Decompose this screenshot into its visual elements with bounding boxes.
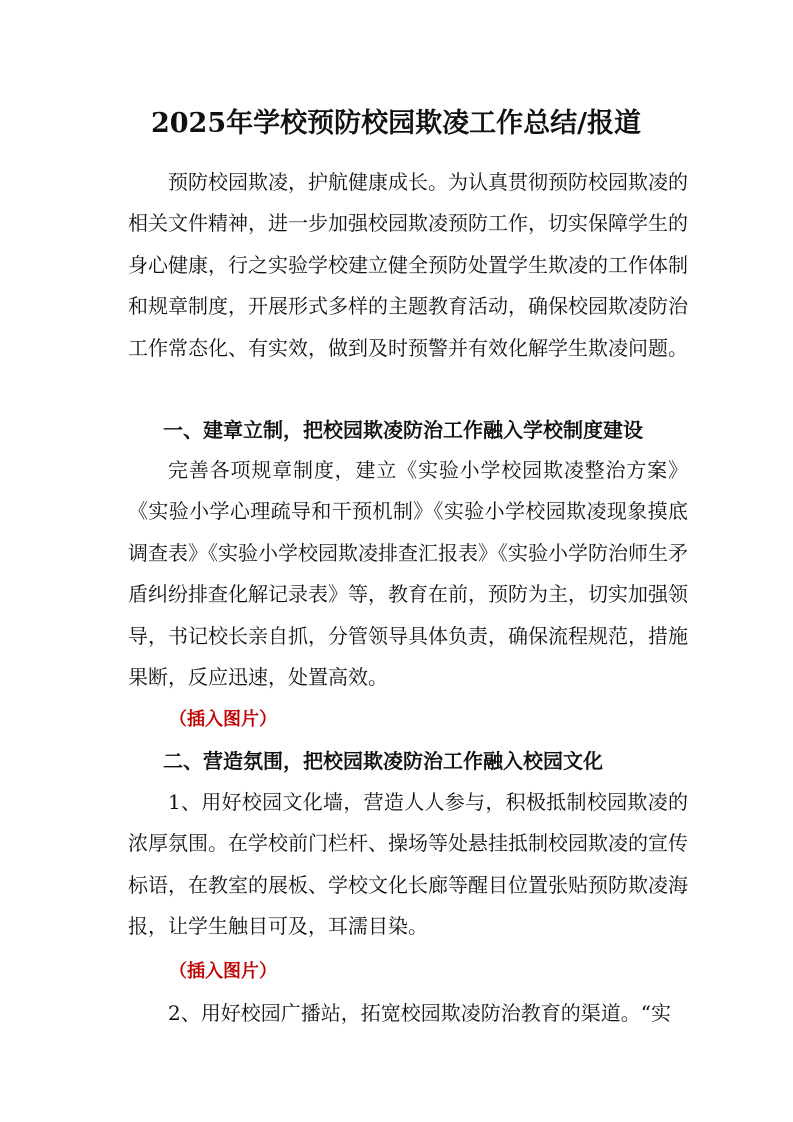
section-2-heading: 二、营造氛围，把校园欺凌防治工作融入校园文化 <box>163 749 603 773</box>
document-title: 2025年学校预防校园欺凌工作总结/报道 <box>150 108 641 139</box>
section-1-heading: 一、建章立制，把校园欺凌防治工作融入学校制度建设 <box>163 418 643 442</box>
section-1-paragraph: 完善各项规章制度，建立《实验小学校园欺凌整治方案》《实验小学心理疏导和干预机制》《实验小学校园欺凌现象摸底调查表》《实验小学校园欺凌排查汇报表》《实验小学防治师生矛盾纠纷排查化解记录表》等，教育在前，预防为主，切实加强领导，书记校长亲自抓，分管领导具体负责，确保流程规范，措施果断，反应迅速，处置高效。 <box>128 458 688 690</box>
intro-paragraph: 预防校园欺凌，护航健康成长。为认真贯彻预防校园欺凌的相关文件精神，进一步加强校园欺凌预防工作，切实保障学生的身心健康，行之实验学校建立健全预防处置学生欺凌的工作体制和规章制度，开展形式多样的主题教育活动，确保校园欺凌防治工作常态化、有实效，做到及时预警并有效化解学生欺凌问题。 <box>128 170 688 360</box>
image-placeholder-1: （插入图片） <box>169 709 277 730</box>
section-2-paragraph-2: 2、用好校园广播站，拓宽校园欺凌防治教育的渠道。“实 <box>168 1001 671 1025</box>
section-2-paragraph-1: 1、用好校园文化墙，营造人人参与，积极抵制校园欺凌的浓厚氛围。在学校前门栏杆、操场等处悬挂抵制校园欺凌的宣传标语，在教室的展板、学校文化长廊等醒目位置张贴预防欺凌海报，让学生触目可及，耳濡目染。 <box>128 790 688 939</box>
image-placeholder-2: （插入图片） <box>169 961 277 982</box>
